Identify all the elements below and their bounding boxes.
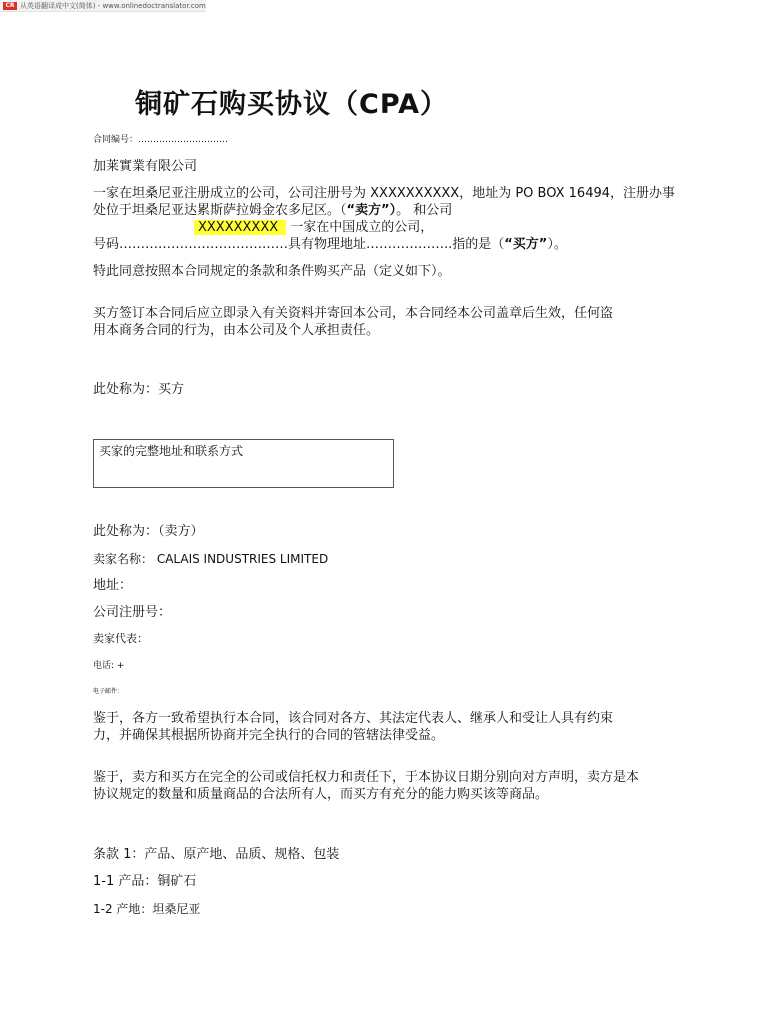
document-title: 铜矿石购买协议（CPA） <box>135 89 449 120</box>
seller-intro-line-2: 处位于坦桑尼亚达累斯萨拉姆金农多尼区。（“卖方”）。 和公司 <box>93 203 453 218</box>
agreement-statement: 特此同意按照本合同规定的条款和条件购买产品（定义如下）。 <box>93 264 451 279</box>
company-name: 加莱實業有限公司 <box>93 159 198 174</box>
clause-1-1-product: 1-1 产品：铜矿石 <box>93 874 197 889</box>
buyer-address-box-label: 买家的完整地址和联系方式 <box>99 444 244 458</box>
highlighted-placeholder: XXXXXXXXX <box>194 220 286 235</box>
seller-intro-line-3: XXXXXXXXX 一家在中国成立的公司， <box>194 219 433 236</box>
email-label: 电子邮件： <box>93 688 124 695</box>
buyer-term: “买方” <box>504 237 548 252</box>
clause-1-2-origin: 1-2 产地：坦桑尼亚 <box>93 902 201 916</box>
seller-heading: 此处称为：（卖方） <box>93 524 204 539</box>
seller-name: 卖家名称： CALAIS INDUSTRIES LIMITED <box>93 552 329 566</box>
whereas-2-line-2: 协议规定的数量和质量商品的合法所有人，而买方有充分的能力购买该等商品。 <box>93 787 549 802</box>
translator-banner <box>0 0 206 12</box>
buyer-address-box[interactable] <box>93 439 394 488</box>
translator-banner-text: 从英语翻译成中文(简体) - www.onlinedoctranslator.com <box>20 1 206 10</box>
translator-logo-icon: CR <box>3 2 17 10</box>
whereas-2-line-1: 鉴于，卖方和买方在完全的公司或信托权力和责任下，于本协议日期分别向对方声明，卖方是本 <box>93 770 640 785</box>
whereas-1-line-1: 鉴于，各方一致希望执行本合同，该合同对各方、其法定代表人、继承人和受让人具有约束 <box>93 711 614 726</box>
seller-intro-line-4: 号码…………………………………具有物理地址………………..指的是（“买方”）。 <box>93 237 567 252</box>
phone-label: 电话: + <box>93 661 125 671</box>
whereas-1-line-2: 力，并确保其根据所协商并完全执行的合同的管辖法律受益。 <box>93 728 445 743</box>
seller-term: “卖方”） <box>346 203 397 218</box>
clause-1-heading: 条款 1：产品、原产地、品质、规格、包装 <box>93 847 340 862</box>
buyer-heading: 此处称为：买方 <box>93 382 185 397</box>
registration-number-label: 公司注册号： <box>93 605 172 620</box>
seller-representative-label: 卖家代表： <box>93 632 148 645</box>
contract-number: 合同编号：………………………… <box>93 135 229 145</box>
effectiveness-line-1: 买方签订本合同后应立即录入有关资料并寄回本公司，本合同经本公司盖章后生效，任何盗 <box>93 306 614 321</box>
seller-intro-line-1: 一家在坦桑尼亚注册成立的公司，公司注册号为 XXXXXXXXXX，地址为 PO BOX 16494，注册办事 <box>93 186 676 201</box>
address-label: 地址： <box>93 578 133 593</box>
effectiveness-line-2: 用本商务合同的行为，由本公司及个人承担责任。 <box>93 323 380 338</box>
